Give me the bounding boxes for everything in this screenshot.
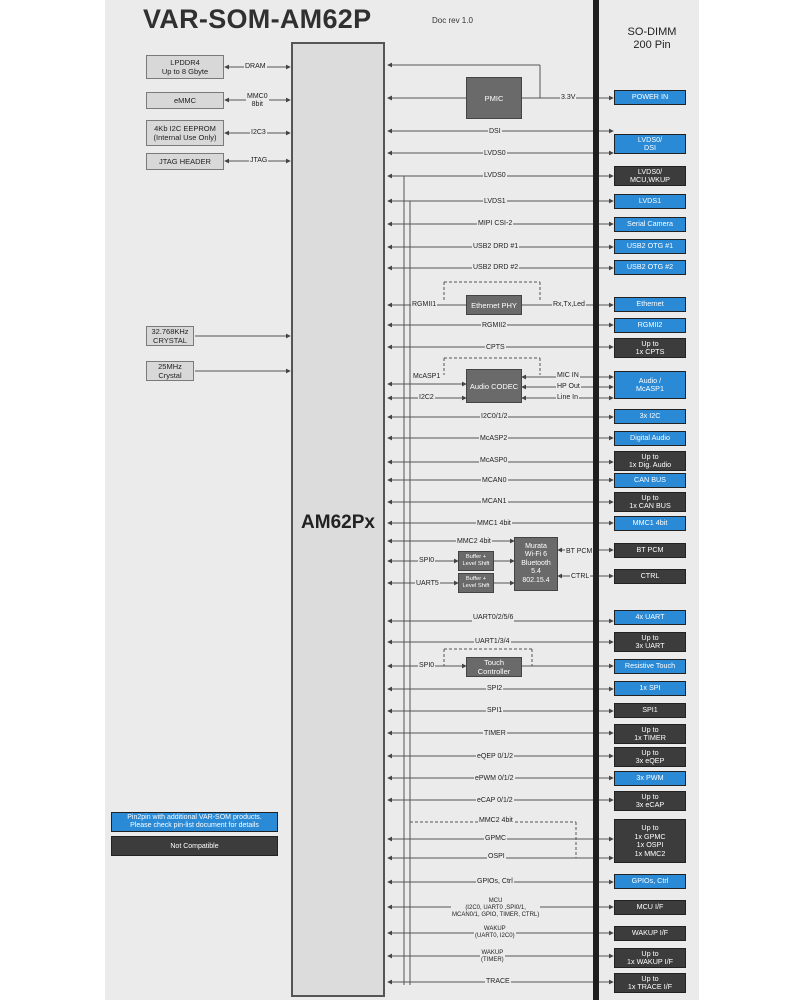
- signal-uart5: UART5: [416, 580, 439, 587]
- dram-label: DRAM: [245, 63, 266, 70]
- sodimm-header: [610, 26, 694, 52]
- touch-controller-block: Touch Controller: [466, 657, 522, 677]
- pin-ctrl: CTRL: [614, 569, 686, 584]
- pin-1x-spi: 1x SPI: [614, 681, 686, 696]
- pin-rgmii2: RGMII2: [614, 318, 686, 333]
- pin-lvds0-mcu-wkup: LVDS0/ MCU,WKUP: [614, 166, 686, 186]
- signal-gpios-ctrl: GPIOs, Ctrl: [477, 878, 513, 885]
- pin-uart4: 4x UART: [614, 610, 686, 625]
- signal-dsi: DSI: [489, 128, 501, 135]
- jtag-header-block: JTAG HEADER: [146, 153, 224, 170]
- signal-lvds0-a: LVDS0: [484, 150, 506, 157]
- signal-timer: TIMER: [484, 730, 506, 737]
- pin-audio-mcasp1: Audio / McASP1: [614, 371, 686, 399]
- signal-uart0256: UART0/2/5/6: [473, 614, 514, 621]
- sodimm-line1: SO-DIMM: [627, 26, 677, 38]
- signal-mic-in: MIC IN: [557, 372, 579, 379]
- signal-mmc2-b: MMC2 4bit: [479, 817, 513, 824]
- pin-trace-if: Up to 1x TRACE I/F: [614, 973, 686, 993]
- pin-mcu-if: MCU I/F: [614, 900, 686, 915]
- signal-uart134: UART1/3/4: [475, 638, 510, 645]
- crystal-25mhz-block: 25MHz Crystal: [146, 361, 194, 381]
- signal-trace: TRACE: [486, 978, 510, 985]
- signal-mcasp1: McASP1: [413, 373, 441, 380]
- legend-not-compatible-text: Not Compatible: [170, 842, 219, 850]
- legend-not-compatible: [111, 836, 278, 856]
- pin-spi1: SPI1: [614, 703, 686, 718]
- signal-rgmii2: RGMII2: [482, 322, 507, 329]
- page-title: VAR-SOM-AM62P: [143, 4, 372, 34]
- signal-wakeup2: WAKUP (TIMER): [481, 950, 504, 963]
- signal-mcan0: MCAN0: [482, 477, 507, 484]
- pin-bt-pcm: BT PCM: [614, 543, 686, 558]
- pin-ecap: Up to 3x eCAP: [614, 791, 686, 811]
- signal-mmc2: MMC2 4bit: [457, 538, 491, 545]
- signal-lvds1: LVDS1: [484, 198, 506, 205]
- lpddr4-block: LPDDR4 Up to 8 Gbyte: [146, 55, 224, 79]
- signal-mcu: MCU (I2C0, UART0 ,SPI0/1, MCAN0/1, GPIO, TIMER, CTRL): [452, 898, 540, 918]
- pin-wakeup-if: WAKUP I/F: [614, 926, 686, 941]
- signal-ecap: eCAP 0/1/2: [477, 797, 513, 804]
- pin-serial-camera: Serial Camera: [614, 217, 686, 232]
- signal-ospi: OSPI: [488, 853, 505, 860]
- signal-usb-drd2: USB2 DRD #2: [473, 264, 519, 271]
- pin-mmc1: MMC1 4bit: [614, 516, 686, 531]
- signal-eqep: eQEP 0/1/2: [477, 753, 514, 760]
- buffer-level-shift-1: Buffer + Level Shift: [458, 551, 494, 571]
- pin-gpios-ctrl: GPIOs, Ctrl: [614, 874, 686, 889]
- signal-usb-drd1: USB2 DRD #1: [473, 243, 519, 250]
- signal-mipi-csi: MIPI CSI-2: [478, 220, 513, 227]
- signal-bt-pcm: BT PCM: [566, 548, 593, 555]
- pin-dig-audio: Up to 1x Dig. Audio: [614, 451, 686, 471]
- signal-epwm: ePWM 0/1/2: [475, 775, 514, 782]
- crystal-32khz-block: 32.768KHz CRYSTAL: [146, 326, 194, 346]
- murata-wifi-bt-block: Murata Wi-Fi 6 Bluetooth 5.4 802.15.4: [514, 537, 558, 591]
- pin-gpmc-ospi-mmc2: Up to 1x GPMC 1x OSPI 1x MMC2: [614, 819, 686, 863]
- signal-i2c2: I2C2: [419, 394, 434, 401]
- signal-3v3: 3.3V: [561, 94, 576, 101]
- pin-cpts: Up to 1x CPTS: [614, 338, 686, 358]
- jtag-label: JTAG: [250, 157, 268, 164]
- signal-hp-out: HP Out: [557, 383, 580, 390]
- pin-timer: Up to 1x TIMER: [614, 724, 686, 744]
- pin-ethernet: Ethernet: [614, 297, 686, 312]
- eeprom-block: 4Kb I2C EEPROM (Internal Use Only): [146, 120, 224, 146]
- pin-can-bus: CAN BUS: [614, 473, 686, 488]
- doc-revision: Doc rev 1.0: [432, 16, 473, 25]
- sodimm-connector-bar: [593, 0, 599, 1000]
- signal-mmc1: MMC1 4bit: [477, 520, 511, 527]
- pin-uart3: Up to 3x UART: [614, 632, 686, 652]
- legend-compatible: [111, 812, 278, 832]
- buffer-level-shift-2: Buffer + Level Shift: [458, 573, 494, 593]
- signal-mcasp2: McASP2: [480, 435, 508, 442]
- signal-rgmii1: RGMII1: [412, 301, 437, 308]
- pin-digital-audio: Digital Audio: [614, 431, 686, 446]
- signal-wakeup1: WAKUP (UART0, I2C0): [475, 926, 515, 939]
- signal-spi2: SPI2: [487, 685, 503, 692]
- signal-i2c012: I2C0/1/2: [481, 413, 508, 420]
- signal-spi0-a: SPI0: [419, 557, 435, 564]
- pin-can-bus2: Up to 1x CAN BUS: [614, 492, 686, 512]
- signal-spi0-b: SPI0: [419, 662, 435, 669]
- signal-gpmc: GPMC: [485, 835, 506, 842]
- pin-pwm: 3x PWM: [614, 771, 686, 786]
- signal-mcan1: MCAN1: [482, 498, 507, 505]
- signal-lvds0-b: LVDS0: [484, 172, 506, 179]
- pin-lvds0-dsi: LVDS0/ DSI: [614, 134, 686, 154]
- signal-rx-tx-led: Rx,Tx,Led: [553, 301, 585, 308]
- pin-lvds1: LVDS1: [614, 194, 686, 209]
- ethernet-phy-block: Ethernet PHY: [466, 295, 522, 315]
- signal-cpts: CPTS: [486, 344, 505, 351]
- pin-resistive-touch: Resistive Touch: [614, 659, 686, 674]
- emmc-block: eMMC: [146, 92, 224, 109]
- pin-usb-otg1: USB2 OTG #1: [614, 239, 686, 254]
- sodimm-line2: 200 Pin: [633, 39, 671, 51]
- pin-wakeup-if2: Up to 1x WAKUP I/F: [614, 948, 686, 968]
- i2c3-label: I2C3: [251, 129, 266, 136]
- pmic-block: PMIC: [466, 77, 522, 119]
- signal-spi1: SPI1: [487, 707, 503, 714]
- pin-usb-otg2: USB2 OTG #2: [614, 260, 686, 275]
- pin-eqep: Up to 3x eQEP: [614, 747, 686, 767]
- legend-compatible-text: Pin2pin with additional VAR-SOM products. Please check pin-list document for details: [127, 814, 262, 829]
- pin-power-in: POWER IN: [614, 90, 686, 105]
- signal-ctrl: CTRL: [571, 573, 590, 580]
- mmc0-label: MMC0 8bit: [247, 93, 268, 108]
- pin-i2c: 3x I2C: [614, 409, 686, 424]
- audio-codec-block: Audio CODEC: [466, 369, 522, 403]
- cpu-label: AM62Px: [301, 512, 375, 533]
- signal-mcasp0: McASP0: [480, 457, 508, 464]
- signal-line-in: Line In: [557, 394, 579, 401]
